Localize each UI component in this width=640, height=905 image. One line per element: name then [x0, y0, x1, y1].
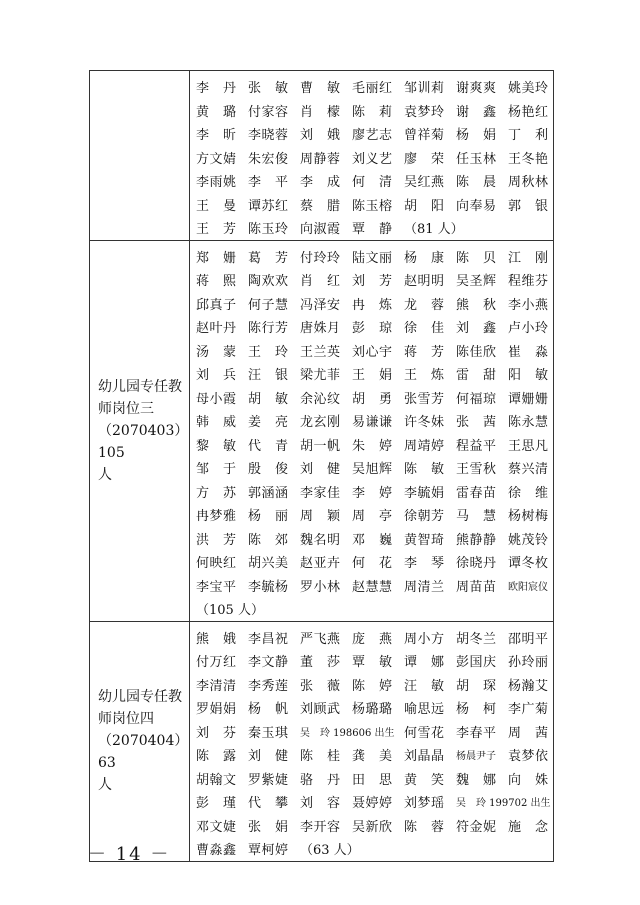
person-name: 冉 炼 [352, 297, 393, 313]
person-name: 谭 娜 [404, 655, 445, 671]
person-name: 刘 鑫 [456, 321, 497, 337]
person-name: 邹 于 [196, 462, 237, 478]
name-row [196, 743, 549, 767]
person-name: 施 念 [508, 819, 549, 835]
person-name: 张 薇 [300, 678, 341, 694]
person-name: 刘晶晶 [404, 749, 445, 765]
person-name: 周小方 [404, 631, 445, 647]
person-name: 王思凡 [508, 438, 549, 454]
person-name: 邹训莉 [404, 81, 445, 97]
person-name: 张 敏 [248, 81, 289, 97]
person-name: 杨艳红 [508, 104, 549, 120]
person-name: 董 莎 [300, 655, 341, 671]
person-name: 方文婧 [196, 151, 237, 167]
position-label: 幼儿园专任教 师岗位四 （2070404）63 人 [98, 689, 182, 793]
person-name: 刘 芬 [196, 725, 237, 741]
person-name: 陈 晨 [456, 175, 497, 191]
person-name: 周静蓉 [300, 151, 341, 167]
person-name: 曾祥菊 [404, 128, 445, 144]
person-name: 何雪花 [404, 725, 445, 741]
person-name: 庞 燕 [352, 631, 393, 647]
person-name: 徐 佳 [404, 321, 445, 337]
person-name: 何映红 [196, 556, 237, 572]
person-name: 喻思远 [404, 702, 445, 718]
person-name: 李雨姚 [196, 175, 237, 191]
name-row [196, 837, 549, 861]
person-name: 王 玲 [248, 344, 289, 360]
person-name: 许冬妹 [404, 415, 445, 431]
person-name: 王 炼 [404, 368, 445, 384]
person-name: 陈 敏 [404, 462, 445, 478]
person-name: 杨 丽 [248, 509, 289, 525]
person-name: 李 平 [248, 175, 289, 191]
person-name: 刘 健 [300, 462, 341, 478]
person-name: 陈玉玲 [248, 222, 289, 238]
person-name: 杨 柯 [456, 702, 497, 718]
person-name: 杨树梅 [508, 509, 549, 525]
person-name: 杨晨尹子 [456, 751, 496, 763]
person-name: 周 亭 [352, 509, 393, 525]
person-name: 葛 芳 [248, 250, 289, 266]
person-name: 袁梦玲 [404, 104, 445, 120]
person-name: 蒋 芳 [404, 344, 445, 360]
person-name: 方 苏 [196, 485, 237, 501]
name-row [196, 169, 549, 193]
person-name: 吴圣辉 [456, 274, 497, 290]
person-name: 卢小玲 [508, 321, 549, 337]
person-name: 刘顾武 [300, 702, 341, 718]
person-name: 代 攀 [248, 796, 289, 812]
person-name: 李毓杨 [248, 579, 289, 595]
person-name: 周靖婷 [404, 438, 445, 454]
person-name: 徐晓丹 [456, 556, 497, 572]
person-name: 冉梦雅 [196, 509, 237, 525]
person-name: 向 姝 [508, 772, 549, 788]
person-name: 胡 敏 [248, 391, 289, 407]
person-name: 王 曼 [196, 198, 237, 214]
person-name: 吴 玲 198606 出生 [300, 727, 395, 739]
person-name: 汤 蒙 [196, 344, 237, 360]
person-name: 杨 康 [404, 250, 445, 266]
person-name: 向淑霞 [300, 222, 341, 238]
person-name: 杨 帆 [248, 702, 289, 718]
person-name: 陈 贝 [456, 250, 497, 266]
person-name: 付家容 [248, 104, 289, 120]
person-name: 田 思 [352, 772, 393, 788]
person-name: 罗娟娟 [196, 702, 237, 718]
person-name: 曹淼鑫 [196, 843, 237, 859]
names-cell [190, 240, 554, 621]
person-name: 李 丹 [196, 81, 237, 97]
person-name: 胡兴美 [248, 556, 289, 572]
person-name: 谢 鑫 [456, 104, 497, 120]
person-name: 赵慧慧 [352, 579, 393, 595]
name-row [196, 99, 549, 123]
person-name: 孙玲丽 [508, 655, 549, 671]
person-name: 程维芬 [508, 274, 549, 290]
person-name: 王兰英 [300, 344, 341, 360]
person-name: 何 花 [352, 556, 393, 572]
name-row [196, 193, 549, 217]
person-name: 洪 芳 [196, 532, 237, 548]
person-name: 谭冬枚 [508, 556, 549, 572]
person-name: 黄智琦 [404, 532, 445, 548]
person-name: 李 昕 [196, 128, 237, 144]
name-row [196, 433, 549, 457]
name-row [196, 649, 549, 673]
person-name: 陈永慧 [508, 415, 549, 431]
name-row [196, 527, 549, 551]
person-name: 王冬艳 [508, 151, 549, 167]
headcount-total: （81 人） [404, 222, 464, 238]
person-name: 徐朝芳 [404, 509, 445, 525]
person-name: 崔 淼 [508, 344, 549, 360]
person-name: 付万红 [196, 655, 237, 671]
person-name: 胡 琛 [456, 678, 497, 694]
person-name: 龙玄刚 [300, 415, 341, 431]
person-name: 王 娟 [352, 368, 393, 384]
person-name: 唐姝月 [300, 321, 341, 337]
person-name: 丁 利 [508, 128, 549, 144]
person-name: 欧阳宸仪 [508, 581, 548, 593]
person-name: 刘心宇 [352, 344, 393, 360]
position-label: 幼儿园专任教 师岗位三 （2070403）105 人 [98, 378, 182, 483]
person-name: 熊 秋 [456, 297, 497, 313]
person-name: 李文静 [248, 655, 289, 671]
person-name: 肖 檬 [300, 104, 341, 120]
person-name: 张 娟 [248, 819, 289, 835]
name-row [196, 315, 549, 339]
name-row [196, 790, 549, 814]
person-name: 刘 健 [248, 749, 289, 765]
position-label-cell [90, 71, 190, 241]
person-name: 聂婷婷 [352, 796, 393, 812]
person-name: 冯泽安 [300, 297, 341, 313]
person-name: 覃柯婷 [248, 843, 289, 859]
person-name: 张雪芳 [404, 391, 445, 407]
name-row [196, 767, 549, 791]
personnel-list-table [89, 70, 554, 862]
person-name: 张 茜 [456, 415, 497, 431]
name-row [196, 216, 549, 240]
person-name: 彭国庆 [456, 655, 497, 671]
person-name: 谢爽爽 [456, 81, 497, 97]
person-name: 吴红燕 [404, 175, 445, 191]
section-row [90, 621, 554, 861]
person-name: 李毓娟 [404, 485, 445, 501]
person-name: 何 清 [352, 175, 393, 191]
person-name: 李 成 [300, 175, 341, 191]
person-name: 严飞燕 [300, 631, 341, 647]
person-name: 母小霞 [196, 391, 237, 407]
person-name: 陈 露 [196, 749, 237, 765]
name-row [196, 75, 549, 99]
position-label-cell [90, 240, 190, 621]
person-name: 吴新欣 [352, 819, 393, 835]
name-row [196, 456, 549, 480]
person-name: 李昌祝 [248, 631, 289, 647]
person-name: 陈 婷 [352, 678, 393, 694]
name-row [196, 268, 549, 292]
person-name: 姚美玲 [508, 81, 549, 97]
person-name: 陈 蓉 [404, 819, 445, 835]
person-name: 殷 俊 [248, 462, 289, 478]
person-name: 向奉易 [456, 198, 497, 214]
person-name: 黄 笑 [404, 772, 445, 788]
name-row [196, 292, 549, 316]
person-name: 周清兰 [404, 579, 445, 595]
person-name: 曹 敏 [300, 81, 341, 97]
person-name: 周秋林 [508, 175, 549, 191]
person-name: 黄 璐 [196, 104, 237, 120]
person-name: 谭姗姗 [508, 391, 549, 407]
person-name: 李小燕 [508, 297, 549, 313]
section-row [90, 240, 554, 621]
person-name: 符金妮 [456, 819, 497, 835]
person-name: 汪 敏 [404, 678, 445, 694]
person-name: 赵明明 [404, 274, 445, 290]
person-name: 彭 琼 [352, 321, 393, 337]
person-name: 易谦谦 [352, 415, 393, 431]
person-name: 李秀莲 [248, 678, 289, 694]
person-name: 刘 芳 [352, 274, 393, 290]
person-name: 胡冬兰 [456, 631, 497, 647]
person-name: 雷春苗 [456, 485, 497, 501]
person-name: 吴旭辉 [352, 462, 393, 478]
person-name: 杨瀚艾 [508, 678, 549, 694]
person-name: 余沁纹 [300, 391, 341, 407]
person-name: 汪 银 [248, 368, 289, 384]
person-name: 朱 婷 [352, 438, 393, 454]
person-name: 朱宏俊 [248, 151, 289, 167]
person-name: 胡翰文 [196, 772, 237, 788]
person-name: 骆 丹 [300, 772, 341, 788]
person-name: 刘义艺 [352, 151, 393, 167]
person-name: 韩 威 [196, 415, 237, 431]
person-name: 罗小林 [300, 579, 341, 595]
person-name: 李清清 [196, 678, 237, 694]
person-name: 袁梦依 [508, 749, 549, 765]
person-name: 周 颖 [300, 509, 341, 525]
person-name: 姜 亮 [248, 415, 289, 431]
person-name: 赵叶丹 [196, 321, 237, 337]
person-name: 江 刚 [508, 250, 549, 266]
person-name: 王 芳 [196, 222, 237, 238]
person-name: 付玲玲 [300, 250, 341, 266]
person-name: 王雪秋 [456, 462, 497, 478]
person-name: 程益平 [456, 438, 497, 454]
person-name: 毛丽红 [352, 81, 393, 97]
person-name: 陈玉榕 [352, 198, 393, 214]
person-name: 李 婷 [352, 485, 393, 501]
person-name: 覃 敏 [352, 655, 393, 671]
person-name: 廖艺志 [352, 128, 393, 144]
person-name: 姚茂铃 [508, 532, 549, 548]
person-name: 刘梦瑶 [404, 796, 445, 812]
person-name: 秦玉琪 [248, 725, 289, 741]
names-cell [190, 71, 554, 241]
person-name: 陈 郊 [248, 532, 289, 548]
position-label-cell [90, 621, 190, 861]
section-row [90, 71, 554, 241]
name-row [196, 696, 549, 720]
person-name: 魏 娜 [456, 772, 497, 788]
person-name: 李春平 [456, 725, 497, 741]
person-name: 何福琼 [456, 391, 497, 407]
name-row [196, 626, 549, 650]
person-name: 李晓蓉 [248, 128, 289, 144]
person-name: 陈行芳 [248, 321, 289, 337]
name-row [196, 814, 549, 838]
person-name: 郑 姗 [196, 250, 237, 266]
person-name: 刘 兵 [196, 368, 237, 384]
person-name: 杨 娟 [456, 128, 497, 144]
person-name: 赵亚卉 [300, 556, 341, 572]
person-name: 胡 阳 [404, 198, 445, 214]
person-name: 吴 玲 199702 出生 [456, 798, 551, 810]
person-name: 刘 娥 [300, 128, 341, 144]
name-row [196, 503, 549, 527]
name-row [196, 673, 549, 697]
person-name: 雷 甜 [456, 368, 497, 384]
person-name: 陆文丽 [352, 250, 393, 266]
person-name: 胡一帆 [300, 438, 341, 454]
person-name: 蔡兴清 [508, 462, 549, 478]
name-row [196, 550, 549, 574]
person-name: 任玉林 [456, 151, 497, 167]
person-name: 邓 巍 [352, 532, 393, 548]
person-name: 黎 敏 [196, 438, 237, 454]
person-name: 陈 莉 [352, 104, 393, 120]
page-number: － 14 － [88, 844, 171, 865]
headcount-total: （63 人） [300, 843, 360, 859]
person-name: 郭涵涵 [248, 485, 289, 501]
person-name: 李宝平 [196, 579, 237, 595]
person-name: 阳 敏 [508, 368, 549, 384]
person-name: 陈 桂 [300, 749, 341, 765]
person-name: 李开容 [300, 819, 341, 835]
person-name: 何子慧 [248, 297, 289, 313]
person-name: 龙 蓉 [404, 297, 445, 313]
person-name: 梁尤菲 [300, 368, 341, 384]
person-name: 廖 荣 [404, 151, 445, 167]
person-name: 魏名明 [300, 532, 341, 548]
person-name: 彭 瑾 [196, 796, 237, 812]
person-name: 谭苏红 [248, 198, 289, 214]
person-name: 郭 银 [508, 198, 549, 214]
names-cell [190, 621, 554, 861]
name-row [196, 409, 549, 433]
person-name: 徐 维 [508, 485, 549, 501]
person-name: 邱真子 [196, 297, 237, 313]
person-name: 陶欢欢 [248, 274, 289, 290]
person-name: 邓文婕 [196, 819, 237, 835]
person-name: 周苗苗 [456, 579, 497, 595]
name-row [196, 339, 549, 363]
name-row [196, 720, 549, 744]
name-row [196, 480, 549, 504]
person-name: 熊 娥 [196, 631, 237, 647]
person-name: 罗紫婕 [248, 772, 289, 788]
person-name: 陈佳欣 [456, 344, 497, 360]
person-name: 蒋 熙 [196, 274, 237, 290]
name-row [196, 146, 549, 170]
person-name: 熊静静 [456, 532, 497, 548]
person-name: 龚 美 [352, 749, 393, 765]
name-row [196, 122, 549, 146]
name-row [196, 574, 549, 598]
person-name: 李家佳 [300, 485, 341, 501]
person-name: 李 琴 [404, 556, 445, 572]
person-name: 周 茜 [508, 725, 549, 741]
person-name: 肖 红 [300, 274, 341, 290]
person-name: 邵明平 [508, 631, 549, 647]
person-name: 杨璐璐 [352, 702, 393, 718]
headcount-total: （105 人） [196, 603, 264, 619]
name-row [196, 245, 549, 269]
count-row [196, 597, 549, 621]
name-row [196, 362, 549, 386]
person-name: 刘 容 [300, 796, 341, 812]
person-name: 马 慧 [456, 509, 497, 525]
person-name: 代 青 [248, 438, 289, 454]
person-name: 蔡 腊 [300, 198, 341, 214]
person-name: 覃 静 [352, 222, 393, 238]
person-name: 李广菊 [508, 702, 549, 718]
person-name: 胡 勇 [352, 391, 393, 407]
name-row [196, 386, 549, 410]
